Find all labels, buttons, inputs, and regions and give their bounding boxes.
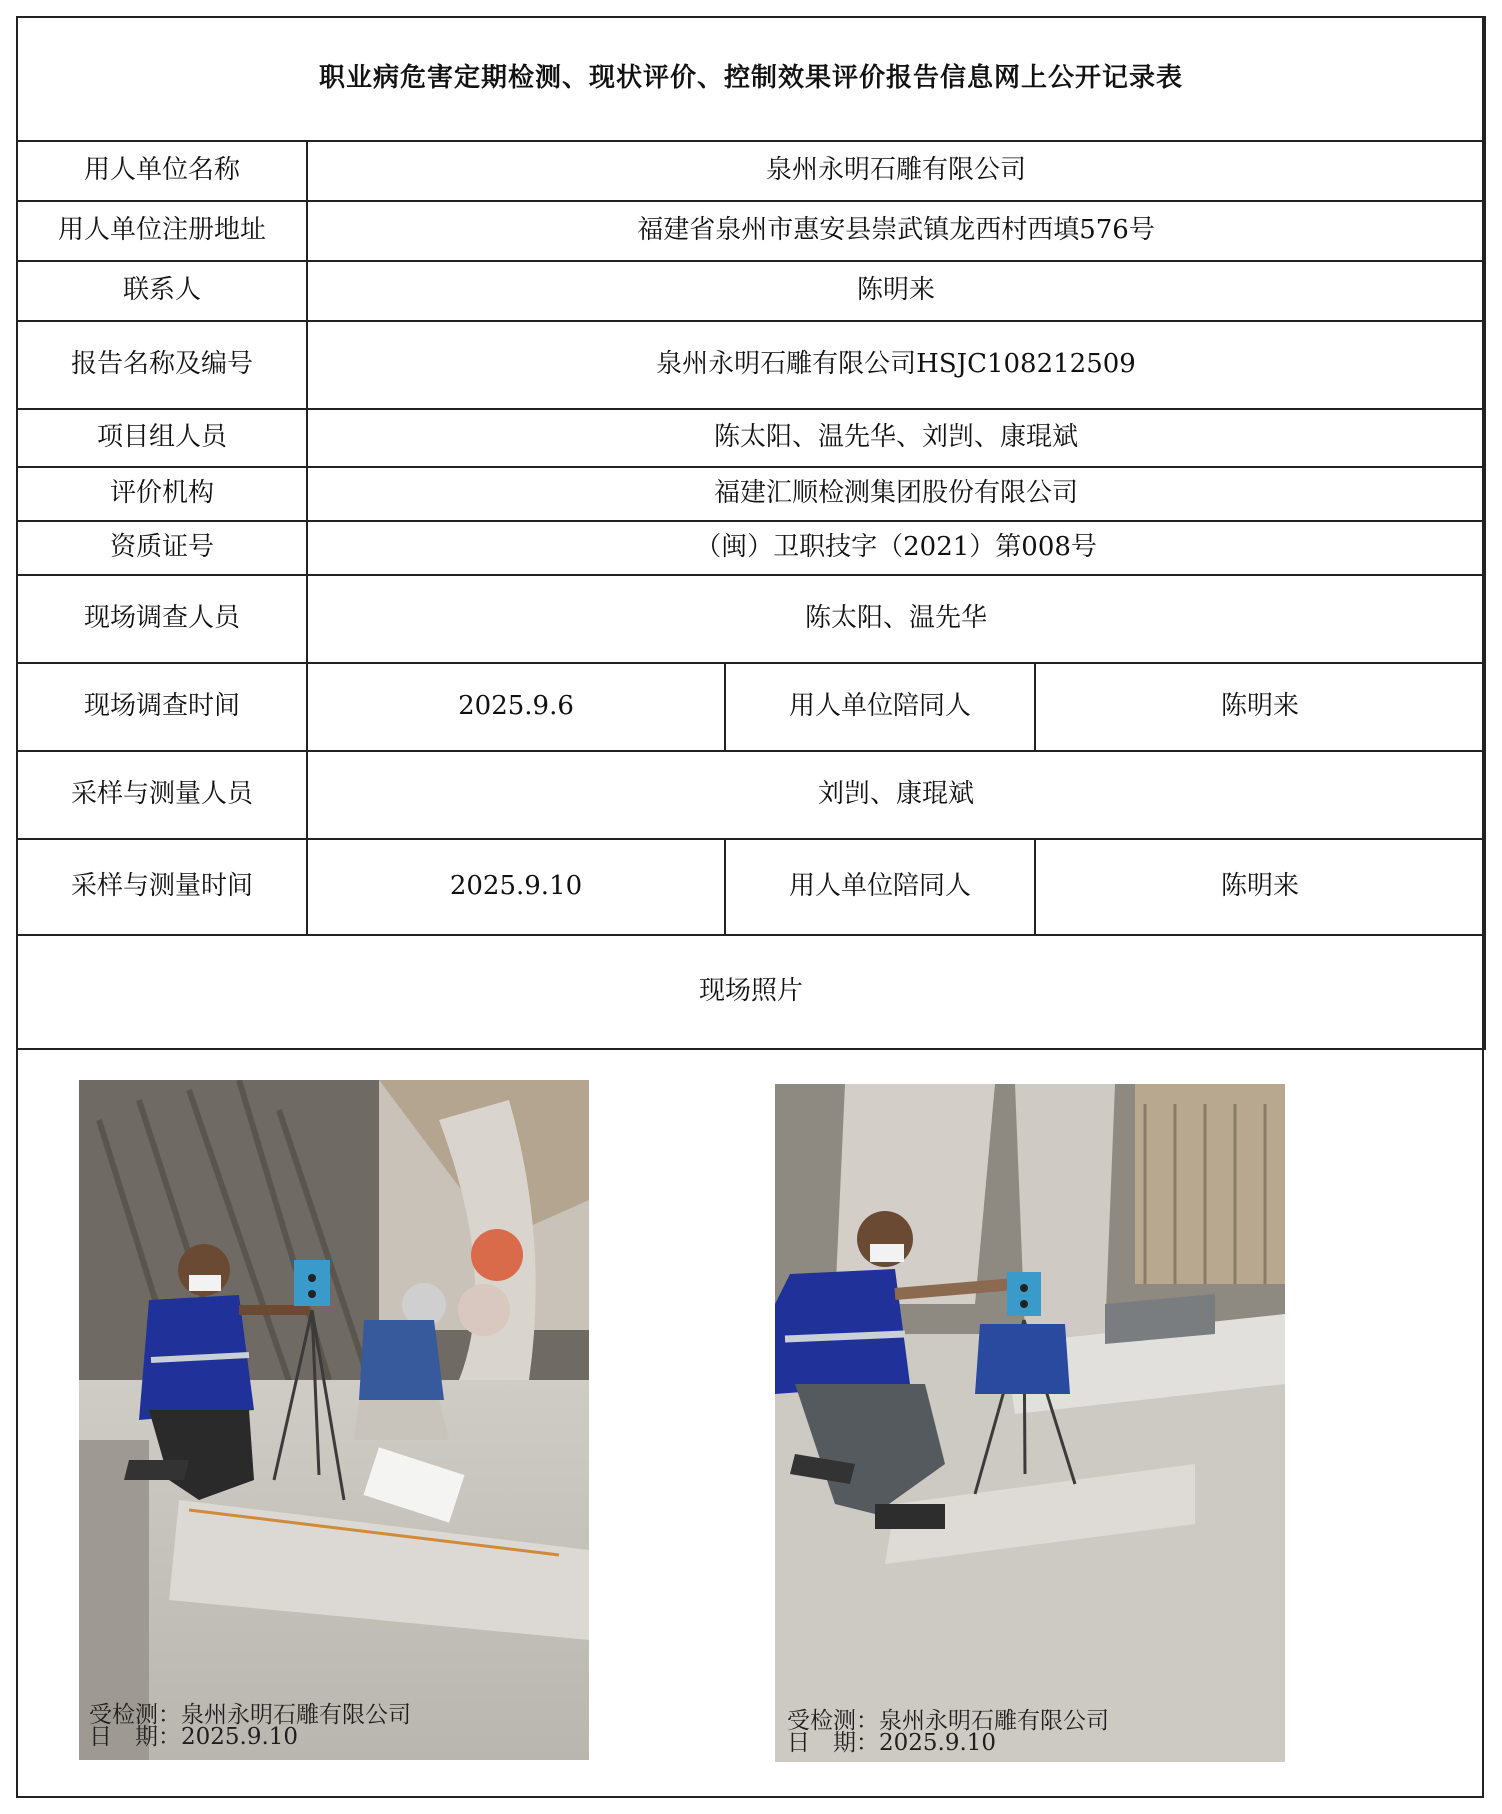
survey-escort-value: 陈明来 <box>1035 663 1485 751</box>
survey-escort-label: 用人单位陪同人 <box>725 663 1035 751</box>
survey-staff-label: 现场调查人员 <box>17 575 307 663</box>
table-row <box>17 663 1485 751</box>
photos-heading: 现场照片 <box>17 935 1485 1049</box>
table-row <box>17 935 1485 1049</box>
sampling-time-value: 2025.9.10 <box>307 839 725 935</box>
table-row <box>17 141 1485 201</box>
employer-name-value: 泉州永明石雕有限公司 <box>307 141 1485 201</box>
table-row <box>17 751 1485 839</box>
stamp-date-line: 日 期：2025.9.10 <box>787 1730 997 1756</box>
page-title: 职业病危害定期检测、现状评价、控制效果评价报告信息网上公开记录表 <box>17 17 1485 141</box>
stamp-inspected-line: 受检测：泉州永明石雕有限公司 <box>89 1702 411 1728</box>
table-row <box>17 201 1485 261</box>
survey-time-value: 2025.9.6 <box>307 663 725 751</box>
table-row <box>17 575 1485 663</box>
site-photo-2 <box>775 1084 1285 1762</box>
team-value: 陈太阳、温先华、刘剀、康琨斌 <box>307 409 1485 467</box>
site-photo-1 <box>79 1080 589 1760</box>
agency-value: 福建汇顺检测集团股份有限公司 <box>307 467 1485 521</box>
report-label: 报告名称及编号 <box>17 321 307 409</box>
employer-address-value: 福建省泉州市惠安县崇武镇龙西村西填576号 <box>307 201 1485 261</box>
cert-value: （闽）卫职技字（2021）第008号 <box>307 521 1485 575</box>
sampling-staff-label: 采样与测量人员 <box>17 751 307 839</box>
table-row <box>17 409 1485 467</box>
sampling-escort-value: 陈明来 <box>1035 839 1485 935</box>
employer-address-label: 用人单位注册地址 <box>17 201 307 261</box>
agency-label: 评价机构 <box>17 467 307 521</box>
contact-value: 陈明来 <box>307 261 1485 321</box>
photo-stamp-1 <box>89 1704 411 1748</box>
employer-name-label: 用人单位名称 <box>17 141 307 201</box>
table-row <box>17 261 1485 321</box>
table-row <box>17 321 1485 409</box>
photos-area <box>18 1048 1482 1794</box>
table-row <box>17 839 1485 935</box>
team-label: 项目组人员 <box>17 409 307 467</box>
table-row <box>17 521 1485 575</box>
cert-label: 资质证号 <box>17 521 307 575</box>
sampling-escort-label: 用人单位陪同人 <box>725 839 1035 935</box>
stamp-date-line: 日 期：2025.9.10 <box>89 1724 299 1750</box>
stamp-inspected-line: 受检测：泉州永明石雕有限公司 <box>787 1708 1109 1734</box>
record-table <box>16 16 1486 1050</box>
title-row <box>17 17 1485 141</box>
photo-stamp-2 <box>787 1710 1109 1754</box>
sampling-time-label: 采样与测量时间 <box>17 839 307 935</box>
workshop-photo-image <box>775 1084 1285 1762</box>
contact-label: 联系人 <box>17 261 307 321</box>
survey-time-label: 现场调查时间 <box>17 663 307 751</box>
workshop-photo-image <box>79 1080 589 1760</box>
sampling-staff-value: 刘剀、康琨斌 <box>307 751 1485 839</box>
table-row <box>17 467 1485 521</box>
survey-staff-value: 陈太阳、温先华 <box>307 575 1485 663</box>
report-value: 泉州永明石雕有限公司HSJC108212509 <box>307 321 1485 409</box>
